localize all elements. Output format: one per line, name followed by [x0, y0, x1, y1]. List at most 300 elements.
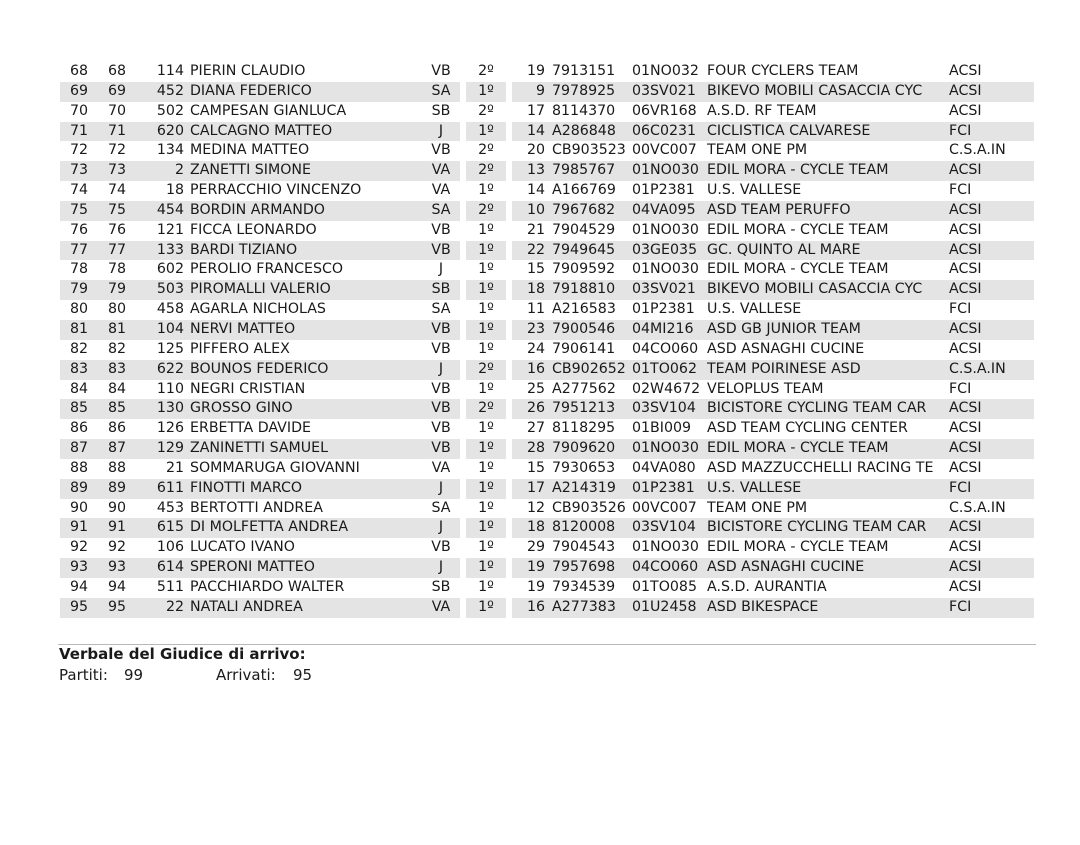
bib-cell: 611	[136, 479, 190, 499]
position-cell: 85	[60, 399, 98, 419]
organization-cell: FCI	[949, 479, 1034, 499]
category-rank-cell: 18	[512, 518, 552, 538]
series-cell: 1º	[478, 221, 494, 238]
rider-name-cell: CALCAGNO MATTEO	[190, 122, 422, 142]
series-cell: 1º	[466, 598, 506, 618]
table-row	[60, 280, 1034, 300]
bib-cell: 452	[136, 82, 190, 102]
team-name-cell: EDIL MORA - CYCLE TEAM	[707, 539, 889, 556]
bib-cell: 620	[136, 122, 190, 142]
category-cell: J	[422, 518, 460, 538]
organization-cell: ACSI	[949, 399, 1034, 419]
order-cell: 77	[98, 241, 136, 261]
table-row	[60, 201, 1034, 221]
rider-name-cell: FINOTTI MARCO	[190, 479, 422, 499]
rider-name-cell: ZANINETTI SAMUEL	[190, 439, 422, 459]
license-cell: 7909592	[552, 261, 616, 278]
table-row	[60, 598, 1034, 618]
license-cell: A286848	[552, 122, 632, 142]
rider-name-cell: AGARLA NICHOLAS	[190, 301, 326, 318]
license-cell: 7930653	[552, 459, 616, 476]
category-cell: J	[422, 122, 460, 142]
position-cell: 80	[69, 301, 89, 318]
position-cell: 94	[69, 578, 89, 595]
license-cell: 7904543	[552, 539, 616, 556]
organization-cell: FCI	[949, 122, 1034, 142]
position-cell: 93	[60, 558, 98, 578]
license-cell: CB903526	[552, 499, 626, 516]
category-rank-cell: 21	[526, 221, 545, 238]
team-name-cell: BICISTORE CYCLING TEAM CAR	[707, 518, 949, 538]
series-cell: 1º	[478, 182, 494, 199]
order-cell: 72	[107, 142, 127, 159]
series-cell: 1º	[478, 499, 494, 516]
series-cell: 1º	[478, 340, 494, 357]
order-cell: 75	[98, 201, 136, 221]
organization-cell: ACSI	[949, 420, 982, 437]
position-cell: 69	[60, 82, 98, 102]
arrivati-label: Arrivati:	[216, 666, 276, 684]
category-cell: SA	[422, 82, 460, 102]
team-code-cell: 04MI216	[632, 320, 707, 340]
team-code-cell: 01P2381	[632, 301, 695, 318]
team-code-cell: 03SV104	[632, 518, 707, 538]
rider-name-cell: ERBETTA DAVIDE	[190, 420, 311, 437]
order-cell: 74	[107, 182, 127, 199]
bib-cell: 133	[136, 241, 190, 261]
rider-name-cell: FICCA LEONARDO	[190, 221, 317, 238]
license-cell: 8118295	[552, 420, 616, 437]
organization-cell: ACSI	[949, 221, 982, 238]
order-cell: 95	[98, 598, 136, 618]
license-cell: 7906141	[552, 340, 616, 357]
category-rank-cell: 13	[512, 161, 552, 181]
team-name-cell: EDIL MORA - CYCLE TEAM	[707, 439, 949, 459]
order-cell: 70	[107, 102, 127, 119]
position-cell: 90	[69, 499, 89, 516]
rider-name-cell: PIERIN CLAUDIO	[190, 63, 306, 79]
bib-cell: 22	[136, 598, 190, 618]
category-rank-cell: 12	[526, 499, 545, 516]
series-cell: 1º	[478, 578, 494, 595]
position-cell: 70	[69, 102, 89, 119]
category-cell: SA	[431, 499, 451, 516]
category-rank-cell: 11	[526, 301, 545, 318]
category-rank-cell: 18	[512, 280, 552, 300]
organization-cell: ACSI	[949, 261, 982, 278]
team-name-cell: GC. QUINTO AL MARE	[707, 241, 949, 261]
position-cell: 84	[69, 380, 89, 397]
rider-name-cell: PERRACCHIO VINCENZO	[190, 182, 362, 199]
license-cell: 7918810	[552, 280, 632, 300]
team-name-cell: ASD BIKESPACE	[707, 598, 949, 618]
category-rank-cell: 9	[512, 82, 552, 102]
series-cell: 2º	[466, 161, 506, 181]
category-cell: J	[422, 360, 460, 380]
position-cell: 73	[60, 161, 98, 181]
license-cell: 7951213	[552, 399, 632, 419]
table-row	[60, 578, 1034, 598]
license-cell: 7934539	[552, 578, 616, 595]
license-cell: 7913151	[552, 63, 616, 79]
bib-cell: 106	[156, 539, 184, 556]
organization-cell: ACSI	[949, 102, 982, 119]
order-cell: 91	[98, 518, 136, 538]
organization-cell: C.S.A.IN	[949, 360, 1034, 380]
category-rank-cell: 24	[526, 340, 545, 357]
organization-cell: ACSI	[949, 201, 1034, 221]
category-cell: VB	[422, 241, 460, 261]
license-cell: 7909620	[552, 439, 632, 459]
bib-cell: 18	[165, 182, 184, 199]
bib-cell: 104	[136, 320, 190, 340]
bib-cell: 614	[136, 558, 190, 578]
verbale-title: Verbale del Giudice di arrivo:	[59, 645, 306, 663]
team-code-cell: 06C0231	[632, 122, 707, 142]
license-cell: A277383	[552, 598, 632, 618]
order-cell: 83	[98, 360, 136, 380]
position-cell: 86	[69, 420, 89, 437]
series-cell: 1º	[478, 301, 494, 318]
license-cell: 7900546	[552, 320, 632, 340]
team-name-cell: TEAM POIRINESE ASD	[707, 360, 949, 380]
category-rank-cell: 19	[512, 558, 552, 578]
rider-name-cell: NERVI MATTEO	[190, 320, 422, 340]
rider-name-cell: SOMMARUGA GIOVANNI	[190, 459, 360, 476]
order-cell: 71	[98, 122, 136, 142]
series-cell: 1º	[466, 439, 506, 459]
order-cell: 93	[98, 558, 136, 578]
series-cell: 1º	[478, 380, 494, 397]
arrivati-value: 95	[293, 666, 313, 684]
table-row	[60, 221, 1034, 241]
bib-cell: 458	[156, 301, 184, 318]
team-code-cell: 01NO030	[632, 261, 699, 278]
category-cell: VB	[431, 539, 451, 556]
order-cell: 88	[107, 459, 127, 476]
license-cell: 7967682	[552, 201, 632, 221]
rider-name-cell: MEDINA MATTEO	[190, 142, 310, 159]
rider-name-cell: BARDI TIZIANO	[190, 241, 422, 261]
table-row	[60, 399, 1034, 419]
series-cell: 2º	[478, 63, 494, 79]
bib-cell: 503	[136, 280, 190, 300]
order-cell: 73	[98, 161, 136, 181]
position-cell: 89	[60, 479, 98, 499]
series-cell: 2º	[466, 399, 506, 419]
category-rank-cell: 15	[526, 261, 545, 278]
category-rank-cell: 16	[512, 598, 552, 618]
table-row	[60, 380, 1034, 400]
category-cell: VB	[431, 142, 451, 159]
license-cell: A277562	[552, 380, 616, 397]
organization-cell: FCI	[949, 301, 972, 318]
organization-cell: ACSI	[949, 518, 1034, 538]
team-code-cell: 01NO030	[632, 221, 699, 238]
series-cell: 1º	[466, 479, 506, 499]
organization-cell: ACSI	[949, 439, 1034, 459]
organization-cell: ACSI	[949, 539, 982, 556]
category-cell: J	[438, 261, 444, 278]
table-row	[60, 320, 1034, 340]
organization-cell: ACSI	[949, 320, 1034, 340]
team-name-cell: EDIL MORA - CYCLE TEAM	[707, 261, 889, 278]
bib-cell: 453	[156, 499, 184, 516]
position-cell: 78	[69, 261, 89, 278]
category-rank-cell: 25	[526, 380, 545, 397]
team-code-cell: 04VA080	[632, 459, 696, 476]
results-table	[60, 62, 1034, 618]
table-row	[60, 62, 1034, 82]
position-cell: 95	[60, 598, 98, 618]
bib-cell: 622	[136, 360, 190, 380]
team-name-cell: ASD ASNAGHI CUCINE	[707, 340, 865, 357]
category-cell: SB	[422, 280, 460, 300]
partiti-label: Partiti:	[59, 666, 108, 684]
bib-cell: 126	[156, 420, 184, 437]
series-cell: 1º	[466, 320, 506, 340]
rider-name-cell: DIANA FEDERICO	[190, 82, 422, 102]
category-cell: SA	[422, 201, 460, 221]
team-code-cell: 01TO062	[632, 360, 707, 380]
team-name-cell: BICISTORE CYCLING TEAM CAR	[707, 399, 949, 419]
team-code-cell: 03GE035	[632, 241, 707, 261]
category-rank-cell: 20	[526, 142, 545, 159]
position-cell: 92	[69, 539, 89, 556]
rider-name-cell: PEROLIO FRANCESCO	[190, 261, 344, 278]
order-cell: 89	[98, 479, 136, 499]
table-row	[60, 360, 1034, 380]
organization-cell: C.S.A.IN	[949, 499, 1006, 516]
order-cell: 85	[98, 399, 136, 419]
team-code-cell: 01U2458	[632, 598, 707, 618]
table-row	[60, 82, 1034, 102]
license-cell: A166769	[552, 182, 616, 199]
order-cell: 81	[98, 320, 136, 340]
bib-cell: 511	[156, 578, 184, 595]
bib-cell: 130	[136, 399, 190, 419]
bib-cell: 110	[156, 380, 184, 397]
team-code-cell: 01P2381	[632, 479, 707, 499]
team-name-cell: ASD ASNAGHI CUCINE	[707, 558, 949, 578]
license-cell: 7985767	[552, 161, 632, 181]
team-name-cell: BIKEVO MOBILI CASACCIA CYC	[707, 82, 949, 102]
team-code-cell: 01NO030	[632, 439, 707, 459]
license-cell: A214319	[552, 479, 632, 499]
category-cell: VB	[422, 399, 460, 419]
table-row	[60, 499, 1034, 519]
license-cell: A216583	[552, 301, 616, 318]
series-cell: 1º	[478, 261, 494, 278]
category-cell: VA	[422, 598, 460, 618]
position-cell: 76	[69, 221, 89, 238]
category-rank-cell: 16	[512, 360, 552, 380]
category-cell: VB	[431, 221, 451, 238]
rider-name-cell: BOUNOS FEDERICO	[190, 360, 422, 380]
table-row	[60, 538, 1034, 558]
category-cell: J	[422, 479, 460, 499]
organization-cell: ACSI	[949, 63, 982, 79]
category-rank-cell: 19	[526, 578, 545, 595]
bib-cell: 125	[156, 340, 184, 357]
position-cell: 74	[69, 182, 89, 199]
bib-cell: 602	[156, 261, 184, 278]
team-name-cell: U.S. VALLESE	[707, 182, 802, 199]
category-rank-cell: 14	[526, 182, 545, 199]
rider-name-cell: PACCHIARDO WALTER	[190, 578, 345, 595]
rider-name-cell: BERTOTTI ANDREA	[190, 499, 323, 516]
team-name-cell: A.S.D. AURANTIA	[707, 578, 827, 595]
table-row	[60, 241, 1034, 261]
series-cell: 1º	[466, 122, 506, 142]
team-code-cell: 03SV104	[632, 399, 707, 419]
team-name-cell: U.S. VALLESE	[707, 479, 949, 499]
position-cell: 83	[60, 360, 98, 380]
organization-cell: C.S.A.IN	[949, 142, 1006, 159]
table-row	[60, 161, 1034, 181]
team-name-cell: EDIL MORA - CYCLE TEAM	[707, 221, 889, 238]
table-row	[60, 260, 1034, 280]
position-cell: 81	[60, 320, 98, 340]
bib-cell: 121	[156, 221, 184, 238]
table-row	[60, 419, 1034, 439]
category-cell: VA	[431, 459, 451, 476]
team-code-cell: 01NO030	[632, 161, 707, 181]
category-cell: VA	[422, 161, 460, 181]
table-row	[60, 340, 1034, 360]
category-rank-cell: 26	[512, 399, 552, 419]
team-code-cell: 01NO032	[632, 63, 699, 79]
team-code-cell: 02W4672	[632, 380, 701, 397]
team-name-cell: FOUR CYCLERS TEAM	[707, 63, 859, 79]
team-code-cell: 01BI009	[632, 420, 692, 437]
organization-cell: ACSI	[949, 459, 982, 476]
license-cell: 7904529	[552, 221, 616, 238]
position-cell: 77	[60, 241, 98, 261]
category-cell: SA	[431, 301, 451, 318]
team-name-cell: CICLISTICA CALVARESE	[707, 122, 949, 142]
series-cell: 2º	[478, 102, 494, 119]
series-cell: 1º	[466, 82, 506, 102]
series-cell: 1º	[466, 241, 506, 261]
team-name-cell: A.S.D. RF TEAM	[707, 102, 817, 119]
team-name-cell: ASD GB JUNIOR TEAM	[707, 320, 949, 340]
category-rank-cell: 17	[512, 479, 552, 499]
license-cell: CB902652	[552, 360, 632, 380]
table-row	[60, 479, 1034, 499]
category-cell: VB	[422, 320, 460, 340]
rider-name-cell: LUCATO IVANO	[190, 539, 295, 556]
order-cell: 90	[107, 499, 127, 516]
table-row	[60, 518, 1034, 538]
position-cell: 87	[60, 439, 98, 459]
team-name-cell: TEAM ONE PM	[707, 142, 808, 159]
category-cell: VB	[431, 420, 451, 437]
category-cell: SB	[431, 102, 451, 119]
series-cell: 1º	[478, 420, 494, 437]
category-rank-cell: 29	[526, 539, 545, 556]
team-code-cell: 00VC007	[632, 499, 697, 516]
team-code-cell: 01P2381	[632, 182, 695, 199]
organization-cell: ACSI	[949, 558, 1034, 578]
organization-cell: ACSI	[949, 241, 1034, 261]
rider-name-cell: CAMPESAN GIANLUCA	[190, 102, 347, 119]
organization-cell: ACSI	[949, 340, 982, 357]
category-rank-cell: 14	[512, 122, 552, 142]
position-cell: 91	[60, 518, 98, 538]
order-cell: 76	[107, 221, 127, 238]
series-cell: 1º	[466, 280, 506, 300]
team-code-cell: 01TO085	[632, 578, 697, 595]
table-row	[60, 122, 1034, 142]
table-row	[60, 181, 1034, 201]
bib-cell: 21	[165, 459, 184, 476]
bib-cell: 615	[136, 518, 190, 538]
category-cell: VA	[431, 182, 451, 199]
category-cell: SB	[431, 578, 451, 595]
organization-cell: ACSI	[949, 578, 982, 595]
table-row	[60, 300, 1034, 320]
team-code-cell: 04CO060	[632, 340, 699, 357]
rider-name-cell: PIROMALLI VALERIO	[190, 280, 422, 300]
rider-name-cell: SPERONI MATTEO	[190, 558, 422, 578]
position-cell: 71	[60, 122, 98, 142]
team-code-cell: 01NO030	[632, 539, 699, 556]
rider-name-cell: ZANETTI SIMONE	[190, 161, 422, 181]
order-cell: 69	[98, 82, 136, 102]
team-name-cell: TEAM ONE PM	[707, 499, 808, 516]
organization-cell: FCI	[949, 598, 1034, 618]
team-name-cell: ASD TEAM PERUFFO	[707, 201, 949, 221]
license-cell: CB903523	[552, 142, 626, 159]
bib-cell: 454	[136, 201, 190, 221]
position-cell: 75	[60, 201, 98, 221]
order-cell: 79	[98, 280, 136, 300]
license-cell: 7978925	[552, 82, 632, 102]
bib-cell: 2	[136, 161, 190, 181]
position-cell: 79	[60, 280, 98, 300]
category-cell: VB	[431, 63, 451, 79]
team-code-cell: 04CO060	[632, 558, 707, 578]
order-cell: 94	[107, 578, 127, 595]
license-cell: 8114370	[552, 102, 616, 119]
position-cell: 68	[69, 63, 89, 79]
team-name-cell: BIKEVO MOBILI CASACCIA CYC	[707, 280, 949, 300]
category-cell: VB	[431, 380, 451, 397]
team-name-cell: U.S. VALLESE	[707, 301, 802, 318]
category-cell: J	[422, 558, 460, 578]
team-name-cell: ASD MAZZUCCHELLI RACING TE	[707, 459, 934, 476]
position-cell: 72	[69, 142, 89, 159]
team-code-cell: 03SV021	[632, 82, 707, 102]
category-rank-cell: 10	[512, 201, 552, 221]
series-cell: 2º	[466, 201, 506, 221]
order-cell: 86	[107, 420, 127, 437]
rider-name-cell: PIFFERO ALEX	[190, 340, 290, 357]
category-rank-cell: 28	[512, 439, 552, 459]
order-cell: 68	[107, 63, 127, 79]
team-code-cell: 00VC007	[632, 142, 697, 159]
bib-cell: 502	[156, 102, 184, 119]
license-cell: 7949645	[552, 241, 632, 261]
category-rank-cell: 22	[512, 241, 552, 261]
license-cell: 8120008	[552, 518, 632, 538]
rider-name-cell: NATALI ANDREA	[190, 598, 422, 618]
category-cell: VB	[431, 340, 451, 357]
organization-cell: ACSI	[949, 161, 1034, 181]
series-cell: 2º	[478, 142, 494, 159]
order-cell: 82	[107, 340, 127, 357]
